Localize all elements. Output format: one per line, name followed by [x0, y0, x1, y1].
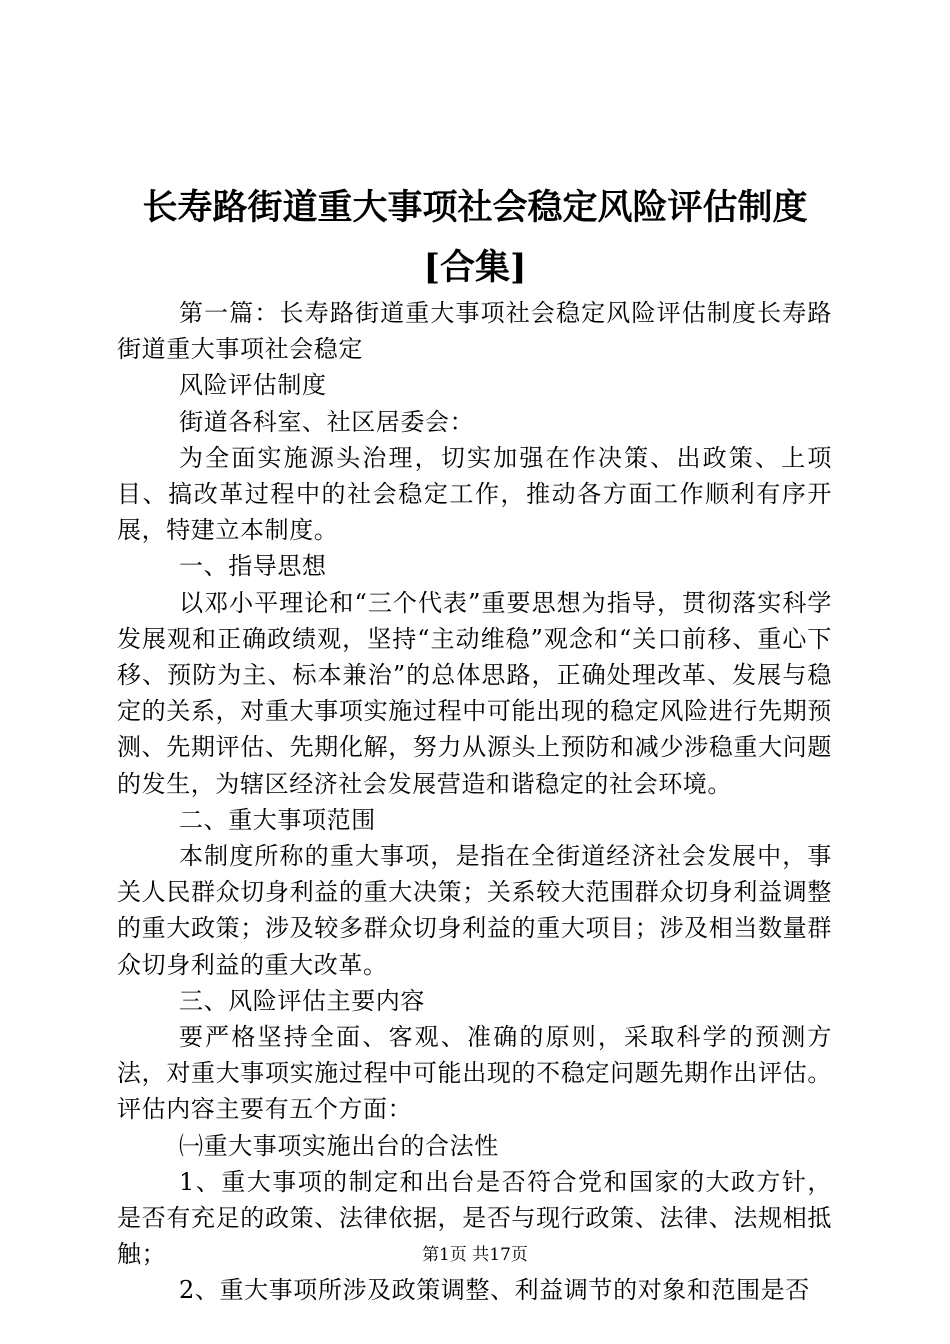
- document-title-line1: 长寿路街道重大事项社会稳定风险评估制度: [142, 187, 808, 228]
- paragraph: 1、重大事项的制定和出台是否符合党和国家的大政方针，是否有充足的政策、法律依据，是否与现行政策、法律、法规相抵触；: [117, 1167, 832, 1269]
- paragraph: 以邓小平理论和“三个代表”重要思想为指导，贯彻落实科学发展观和正确政绩观，坚持“主动维稳”观念和“关口前移、重心下移、预防为主、标本兼治”的总体思路，正确处理改革、发展与稳定的关系，对重大事项实施过程中可能出现的稳定风险进行先期预测、先期评估、先期化解，努力从源头上预防和减少涉稳重大问题的发生，为辖区经济社会发展营造和谐稳定的社会环境。: [117, 588, 832, 798]
- section-heading: 一、指导思想: [179, 552, 327, 581]
- subsection-heading: ㈠重大事项实施出台的合法性: [179, 1131, 499, 1160]
- paragraph: 本制度所称的重大事项，是指在全街道经济社会发展中，事关人民群众切身利益的重大决策；关系较大范围群众切身利益调整的重大政策；涉及较多群众切身利益的重大项目；涉及相当数量群众切身利益的重大改革。: [117, 842, 832, 979]
- document-body: [117, 295, 832, 1309]
- paragraph: 风险评估制度: [179, 371, 327, 400]
- page-footer: 第1页 共17页: [422, 1245, 528, 1265]
- section-heading: 二、重大事项范围: [179, 805, 376, 834]
- paragraph: 要严格坚持全面、客观、准确的原则，采取科学的预测方法，对重大事项实施过程中可能出现的不稳定问题先期作出评估。评估内容主要有五个方面：: [117, 1023, 832, 1124]
- paragraph: 街道各科室、社区居委会：: [179, 407, 475, 436]
- section-heading: 三、风险评估主要内容: [179, 986, 425, 1015]
- document-title-line2: [合集]: [423, 247, 527, 288]
- paragraph: 第一篇：长寿路街道重大事项社会稳定风险评估制度长寿路街道重大事项社会稳定: [117, 299, 832, 364]
- paragraph: 为全面实施源头治理，切实加强在作决策、出政策、上项目、搞改革过程中的社会稳定工作，推动各方面工作顺利有序开展，特建立本制度。: [117, 443, 832, 545]
- paragraph: 2、重大事项所涉及政策调整、利益调节的对象和范围是否: [179, 1276, 810, 1305]
